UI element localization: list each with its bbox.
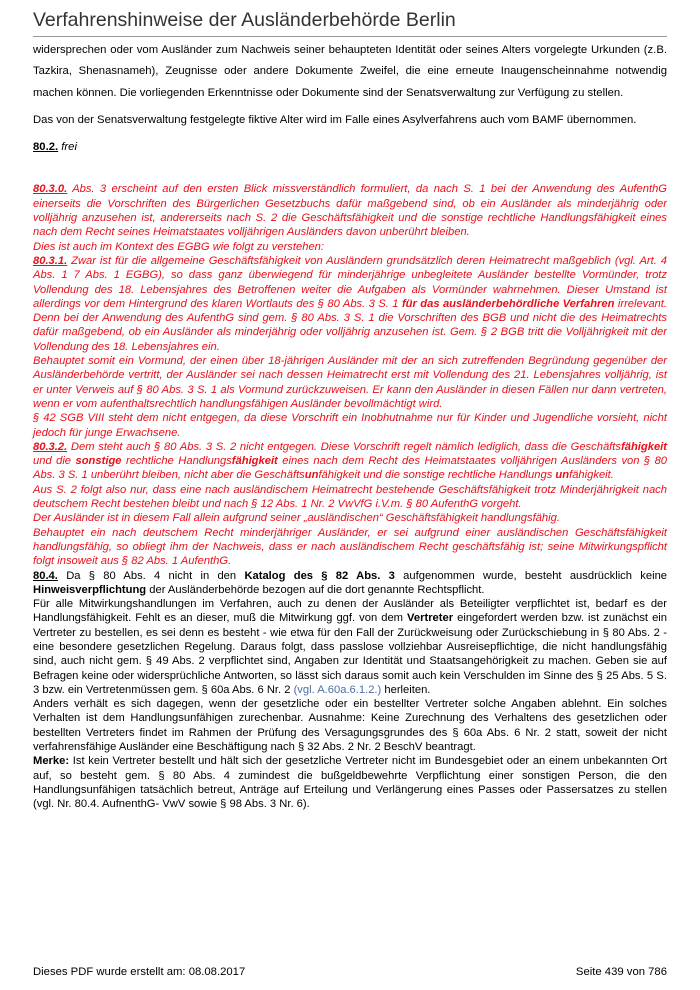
section-80-3-1 xyxy=(33,254,667,354)
section-80-3-2-text-a: Dem steht auch § 80 Abs. 3 S. 2 nicht entgegen. Diese Vorschrift regelt nämlich lediglich, dass die Geschäfts xyxy=(70,440,621,453)
section-80-3-0-line2: Dies ist auch im Kontext des EGBG wie folgt zu verstehen: xyxy=(33,240,325,253)
section-80-4-p2-text-a: Für alle Mitwirkungshandlungen im Verfahren, auch zu denen der Ausländer als Beteiligter verpflichtet ist, bedarf es der Handlungsfähigkeit. Fehlt es an dieser, muß die Mitwirkung ggf. von dem xyxy=(33,598,667,625)
section-80-2-number: 80.2. xyxy=(33,141,59,154)
section-80-2-text: frei xyxy=(61,141,77,154)
section-80-4-text-2: aufgenommen wurde, besteht ausdrücklich keine xyxy=(403,569,668,582)
section-80-3-2-text-c: rechtliche Handlungs xyxy=(125,455,232,468)
section-80-4-text-3: der Ausländerbehörde bezogen auf die dort genannte Rechtspflicht. xyxy=(149,583,485,596)
section-80-4-block xyxy=(33,569,667,812)
section-80-3-2-number: 80.3.2. xyxy=(33,440,68,453)
cross-reference-link[interactable]: (vgl. A.60a.6.1.2.) xyxy=(293,683,382,696)
section-80-3-0 xyxy=(33,182,667,239)
section-80-4-p2-bold: Vertreter xyxy=(407,612,454,625)
section-80-3-2 xyxy=(33,440,667,483)
section-80-3-2-paragraph-3: Der Ausländer ist in diesem Fall allein aufgrund seiner „ausländischen“ Geschäftsfähigkeit handlungsfähig. xyxy=(33,512,560,525)
section-80-3-2-text-e: fähigkeit und die sonstige rechtliche Handlungs xyxy=(318,469,553,482)
section-80-3-2-text-f: fähigkeit. xyxy=(569,469,614,482)
section-80-4-paragraph-1 xyxy=(33,569,667,598)
section-80-4-number: 80.4. xyxy=(33,569,58,582)
section-80-4-paragraph-3: Anders verhält es sich dagegen, wenn der gesetzliche oder ein bestellter Vertreter solche Angaben ablehnt. Ein solches Verhalten ist dem Handlungsunfähigen zurechenbar. Ausnahme: Keine Zurechnung des Verhaltens des gesetzlichen oder bestellten Vertreters findet im Rahmen der Prüfung des Versagungsgrundes des § 60a Abs. 6 Nr. 2 statt, soweit der nicht verfahrensfähige Ausländer eine Beschäftigung nach § 32 Abs. 2 Nr. 2 BeschV beantragt. xyxy=(33,698,667,754)
section-80-3-0-number: 80.3.0. xyxy=(33,183,68,196)
section-80-3-2-text-b: und die xyxy=(33,455,72,468)
section-80-3-2-bold-4: un xyxy=(304,469,319,482)
section-80-3-1-text-a: Zwar ist für die allgemeine Geschäftsfähigkeit von Ausländern grundsätzlich deren Heimatrecht maßgeblich (vgl. Art. 4 Abs. 1 7 Abs. 1 EGBG), so dass ganz überwiegend für minderjährige unbegleitete Ausländer bestellte Vormünder, trotz Vollendung des 18. Lebensjahres des Betroffenen weiter die Aufgaben als Vormünder wahrnehmen. Dieser Umstand ist allerdings vor dem Hintergrund des klaren Wortlauts des § 80 Abs. 3 S. 1 xyxy=(33,254,667,310)
merke-text: Ist kein Vertreter bestellt und hält sich der gesetzliche Vertreter nicht im Bundesgebiet oder an einem unbekannten Ort auf, so besteht gem. § 80 Abs. 4 zumindest die bußgeldbewehrte Verpflichtung einer sonstigen Person, die den Handlungsunfähigen tatsächlich betreut, Anträge auf Erteilung und Verlängerung eines Passes oder Passersatzes zu stellen (vgl. Nr. 80.4. AufnenthG- VwV sowie § 98 Abs. 3 Nr. 6). xyxy=(33,755,667,811)
footer-created-date: Dieses PDF wurde erstellt am: 08.08.2017 xyxy=(33,966,246,978)
page-header-title: Verfahrenshinweise der Ausländerbehörde Berlin xyxy=(33,9,456,31)
section-80-3-2-bold-5: un xyxy=(555,469,570,482)
merke-label: Merke: xyxy=(33,755,70,768)
section-80-4-p2-text-c: herleiten. xyxy=(384,683,431,696)
section-80-3-red-block xyxy=(33,182,667,568)
section-80-3-2-paragraph-4: Behauptet ein nach deutschem Recht minderjähriger Ausländer, er sei aufgrund einer ausländischen Geschäftsfähigkeit handlungsfähig, so obliegt ihm der Nachweis, dass er nach ausländischem Recht geschäftsfähig ist; seine Mitwirkungspflicht folgt insoweit aus § 82 Abs. 1 AufenthG. xyxy=(33,526,667,568)
document-body xyxy=(33,40,667,812)
section-80-4-text-1: Da § 80 Abs. 4 nicht in den xyxy=(66,569,237,582)
section-80-4-bold-1: Katalog des § 82 Abs. 3 xyxy=(244,569,395,582)
section-80-3-1-paragraph-3: § 42 SGB VIII steht dem nicht entgegen, da diese Vorschrift ein Inobhutnahme nur für Kinder und Jugendliche vorsieht, nicht jedoch für junge Erwachsene. xyxy=(33,412,667,439)
footer-page-number: Seite 439 von 786 xyxy=(575,966,667,978)
section-80-3-2-bold-1: fähigkeit xyxy=(621,440,668,453)
intro-paragraph-2: Das von der Senatsverwaltung festgelegte fiktive Alter wird im Falle eines Asylverfahrens auch vom BAMF übernommen. xyxy=(33,113,637,126)
section-80-3-2-bold-2: sonstige xyxy=(75,455,122,468)
section-80-3-2-bold-3: fähigkeit xyxy=(231,455,278,468)
section-80-4-paragraph-2 xyxy=(33,597,667,697)
section-80-3-1-bold: für das ausländerbehördliche Verfahren xyxy=(401,297,615,310)
section-80-3-1-paragraph-2: Behauptet somit ein Vormund, der einen über 18-jährigen Ausländer mit der an sich zutreffenden Begründung gegenüber der Ausländerbehörde vertritt, der Ausländer sei nach dessen Heimatrecht erst mit Vollendung des 21. Lebensjahres volljährig, ist er unter Verweis auf § 80 Abs. 3 S. 1 als Vormund zurückzuweisen. Er kann den Ausländer in diesen Fällen nur dann vertreten, wenn er vom aufenthaltsrechtlich handlungsfähigen Ausländer bevollmächtigt wird. xyxy=(33,355,667,410)
section-80-3-2-text-d: eines nach dem Recht des Heimatstaates volljährigen Ausländers von § 80 Abs. 3 S. 1 unberührt bleiben, nicht aber die Geschäfts xyxy=(33,455,668,482)
section-80-2 xyxy=(33,137,667,158)
section-80-3-1-number: 80.3.1. xyxy=(33,254,68,267)
section-80-4-p2-text-b: eingefordert werden bzw. ist zunächst ein Vertreter zu bestellen, es sei denn es besteht - wie etwa für den Fall der Zurückweisung oder Zurückschiebung in § 80 Abs. 2 - eine besondere gesetzlichen Regelung. Daraus folgt, dass passlose vollziehbar Ausreisepflichtige, die nicht handlungsfähig sind, auch nicht gem. § 49 Abs. 2 verpflichtet sind, Angaben zur Identität und Staatsangehörigkeit zu machen. Geben sie auf Befragen keine oder widersprüchliche Antworten, so lässt sich daraus somit auch kein Verschulden im Sinne des § 25 Abs. 5 S. 3 bzw. ein Vertretenmüssen gem. § 60a Abs. 6 Nr. 2 xyxy=(33,612,668,696)
header-divider xyxy=(33,36,667,37)
section-80-3-2-paragraph-2: Aus S. 2 folgt also nur, dass eine nach ausländischem Heimatrecht bestehende Geschäftsfähigkeit trotz Minderjährigkeit nach deutschem Recht bestehen bleibt und nach § 12 Abs. 1 Nr. 2 VwVfG i.V.m. § 80 AufenthG vorgeht. xyxy=(33,483,667,511)
section-80-3-0-text: Abs. 3 erscheint auf den ersten Blick missverständlich formuliert, da nach S. 1 bei der Anwendung des AufenthG einerseits die Vorschriften des Bürgerlichen Gesetzbuchs dafür maßgebend sind, ob ein Ausländer als minderjährig oder volljährig anzusehen ist, andererseits nach S. 2 die Geschäftsfähigkeit und die sonstige rechtliche Handlungsfähigkeit eines nach dem Recht seines Heimatstaates volljährigen Ausländers davon unberührt bleiben. xyxy=(33,183,668,239)
section-80-4-paragraph-4 xyxy=(33,754,667,811)
intro-paragraph-1: widersprechen oder vom Ausländer zum Nachweis seiner behaupteten Identität oder seines Alters vorgelegte Urkunden (z.B. Tazkira, Shenasnameh), Zeugnisse oder andere Dokumente Zweifel, die eine erneute Inaugenscheinnahme notwendig machen können. Die vorliegenden Erkenntnisse oder Dokumente sind der Senatsverwaltung zur Verfügung zu stellen. xyxy=(33,44,667,99)
section-80-4-bold-2: Hinweisverpflichtung xyxy=(33,583,147,596)
section-80-3-1-text-b: irrelevant. Denn bei der Anwendung des AufenthG sind gem. § 80 Abs. 3 S. 1 die Vorschriften des BGB und nicht die des Heimatrechts dafür maßgebend, ob ein Ausländer als minderjährig oder volljährig anzusehen ist. Gem. § 2 BGB tritt die Volljährigkeit mit der Vollendung des 18. Lebensjahres ein. xyxy=(33,297,667,353)
